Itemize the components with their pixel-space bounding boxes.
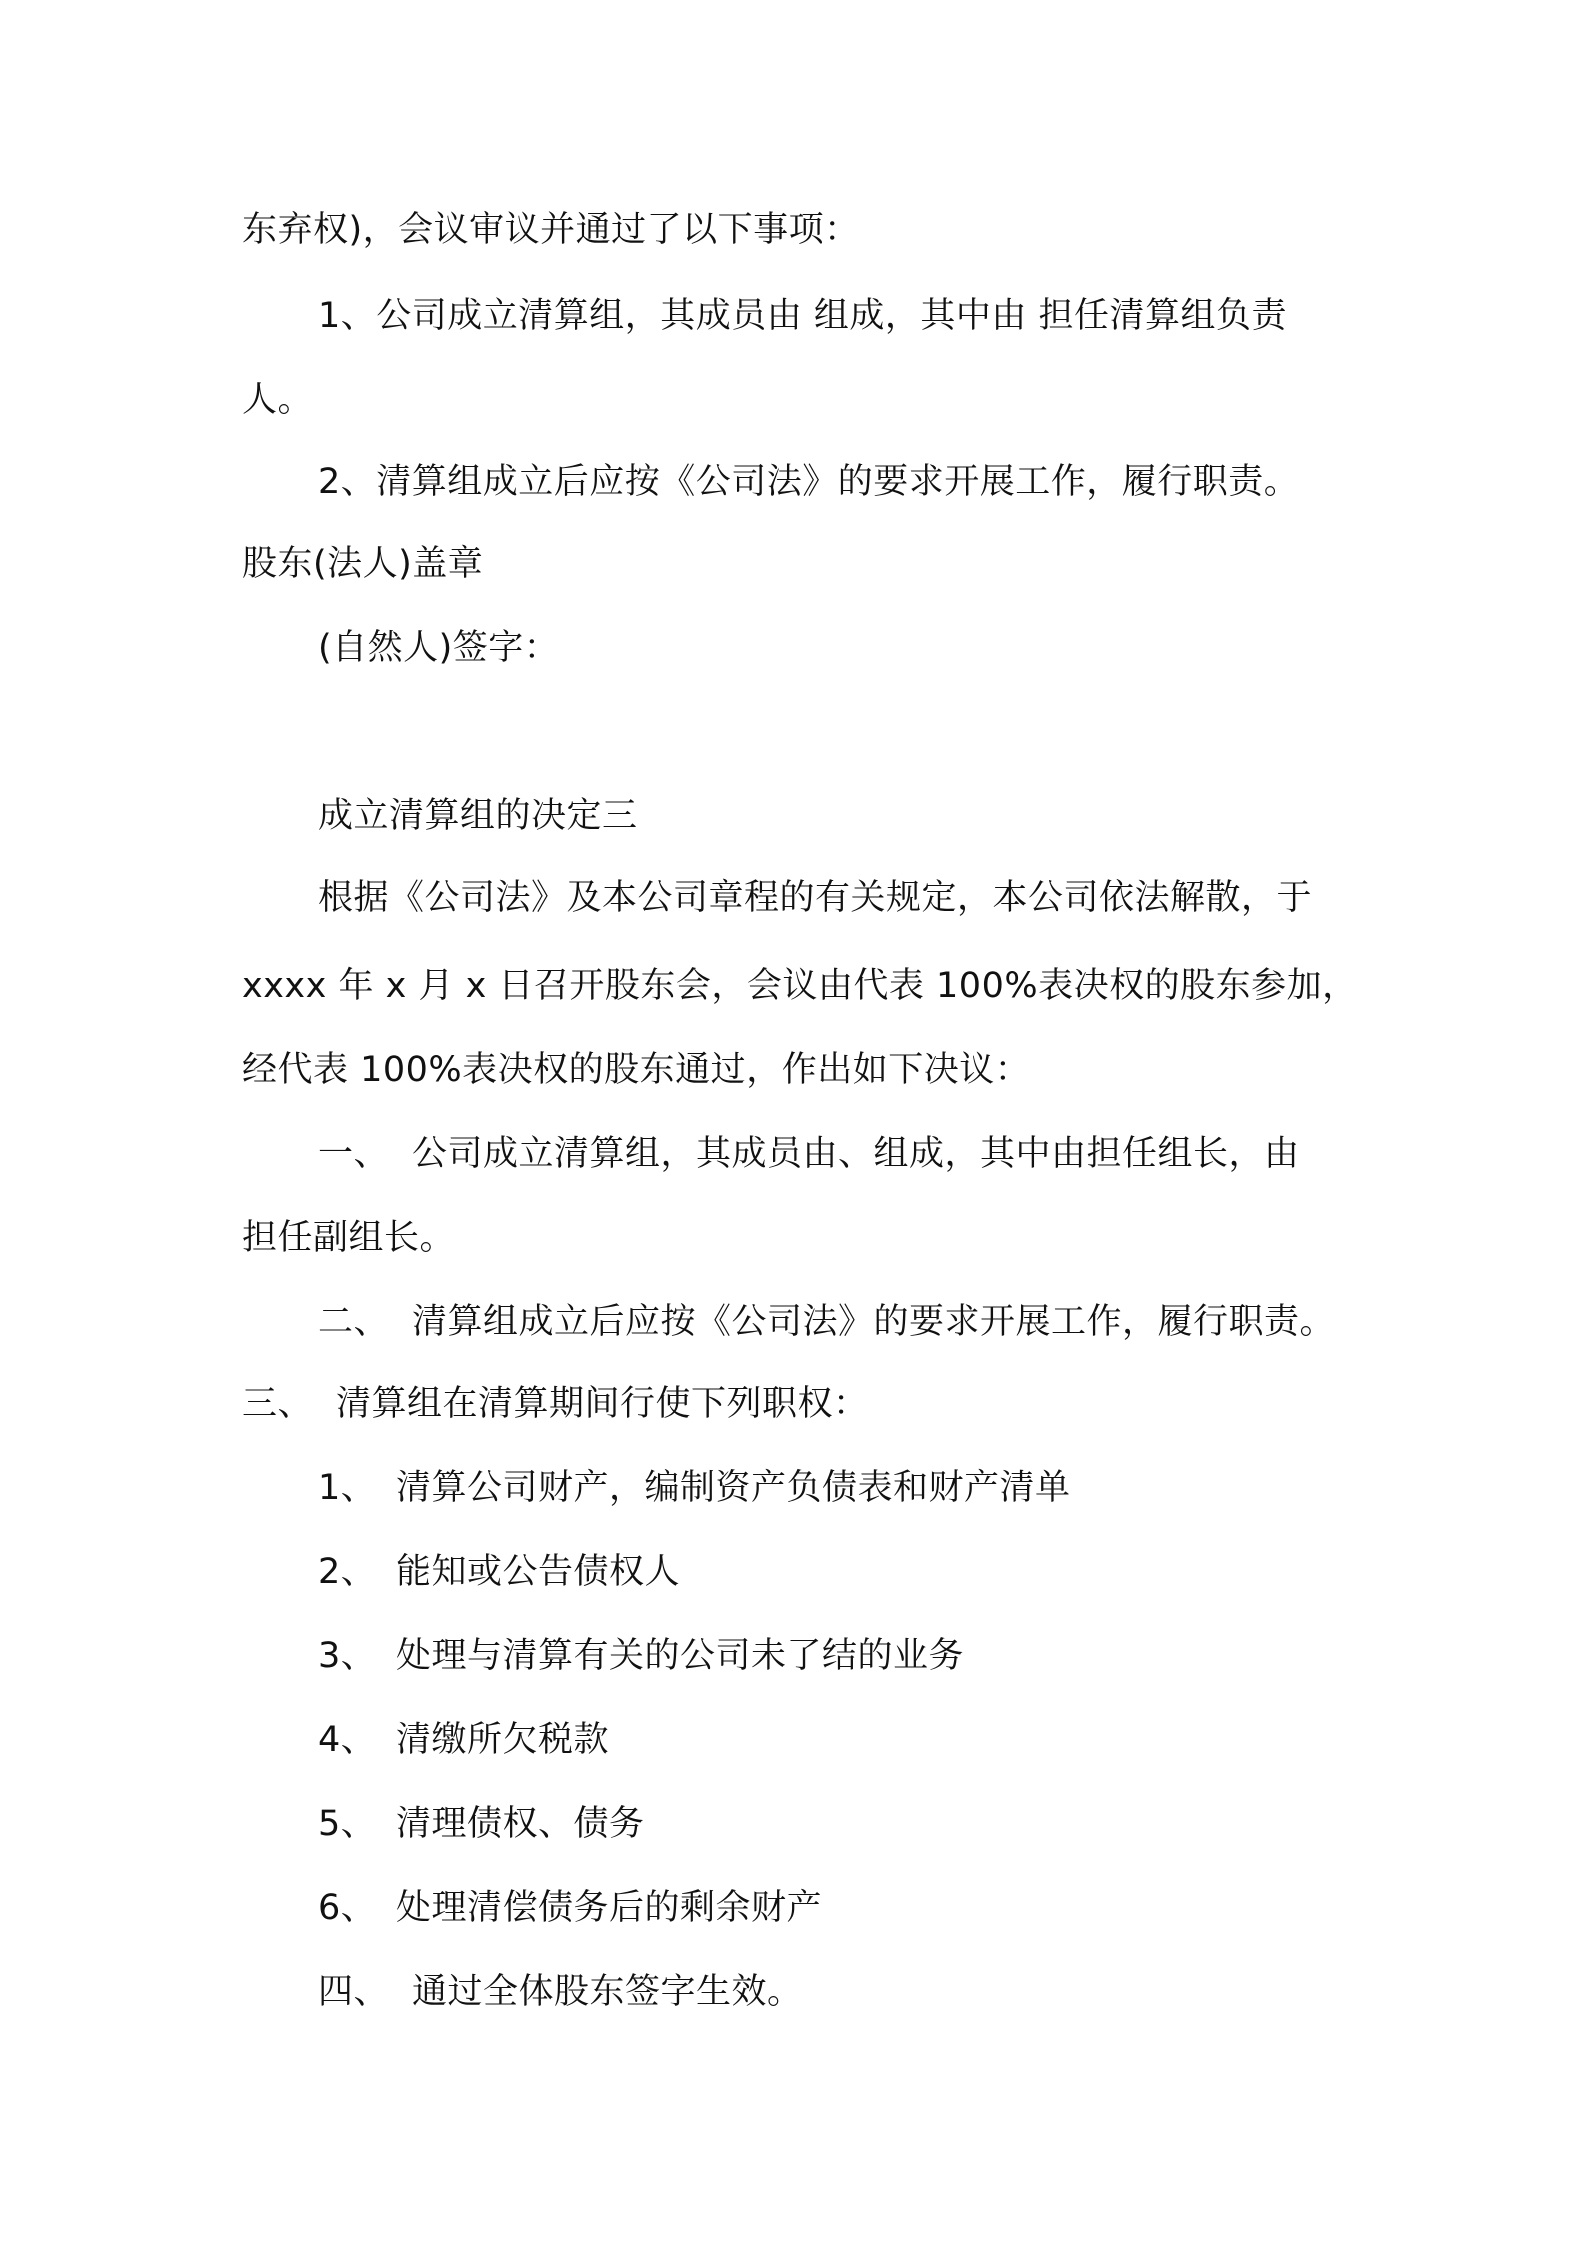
- section1-item1-line2: 人。: [242, 380, 314, 420]
- section1-item1-line1: 1、公司成立清算组，其成员由 组成，其中由 担任清算组负责: [318, 296, 1288, 336]
- resolution-2-marker: 二、: [318, 1302, 390, 1342]
- resolution-4-marker: 四、: [318, 1972, 390, 2012]
- sign-label: (自然人)签字：: [318, 628, 560, 668]
- resolution-3-marker: 三、: [242, 1384, 314, 1424]
- power-item-number: 2、: [318, 1552, 377, 1592]
- power-item-text: 处理与清算有关的公司未了结的业务: [396, 1636, 965, 1676]
- power-item-number: 6、: [318, 1888, 377, 1928]
- power-item: [318, 1548, 680, 1596]
- power-item: [318, 1464, 1071, 1512]
- power-item-text: 能知或公告债权人: [396, 1552, 681, 1592]
- resolution-2: [318, 1298, 1335, 1346]
- resolution-4: [318, 1968, 803, 2016]
- resolution-1-text: 公司成立清算组，其成员由、组成，其中由担任组长，由: [412, 1134, 1300, 1174]
- intro-line3: 经代表 100%表决权的股东通过，作出如下决议：: [242, 1050, 1031, 1090]
- power-item-text: 清理债权、债务: [396, 1804, 645, 1844]
- power-item-number: 1、: [318, 1468, 377, 1508]
- stamp-label: 股东(法人)盖章: [242, 544, 484, 584]
- power-item: [318, 1800, 645, 1848]
- resolution-3: [242, 1380, 869, 1428]
- resolution-4-text: 通过全体股东签字生效。: [412, 1972, 803, 2012]
- section2-title: 成立清算组的决定三: [318, 796, 638, 836]
- intro-line2: xxxx 年 x 月 x 日召开股东会，会议由代表 100%表决权的股东参加，: [242, 966, 1358, 1006]
- power-item: [318, 1884, 822, 1932]
- resolution-1-line2: 担任副组长。: [242, 1218, 456, 1258]
- power-item-number: 4、: [318, 1720, 377, 1760]
- power-item-number: 5、: [318, 1804, 377, 1844]
- resolution-3-text: 清算组在清算期间行使下列职权：: [336, 1384, 869, 1424]
- power-item: [318, 1716, 609, 1764]
- power-item-text: 处理清偿债务后的剩余财产: [396, 1888, 823, 1928]
- resolution-1-line1: [318, 1130, 1300, 1178]
- section1-line-a: 东弃权)，会议审议并通过了以下事项：: [242, 210, 860, 250]
- resolution-1-marker: 一、: [318, 1134, 390, 1174]
- intro-line1: 根据《公司法》及本公司章程的有关规定，本公司依法解散，于: [318, 878, 1313, 918]
- resolution-2-text: 清算组成立后应按《公司法》的要求开展工作，履行职责。: [412, 1302, 1336, 1342]
- power-item-number: 3、: [318, 1636, 377, 1676]
- power-item: [318, 1632, 964, 1680]
- power-item-text: 清算公司财产，编制资产负债表和财产清单: [396, 1468, 1071, 1508]
- power-item-text: 清缴所欠税款: [396, 1720, 610, 1760]
- section1-item2: 2、清算组成立后应按《公司法》的要求开展工作，履行职责。: [318, 462, 1300, 502]
